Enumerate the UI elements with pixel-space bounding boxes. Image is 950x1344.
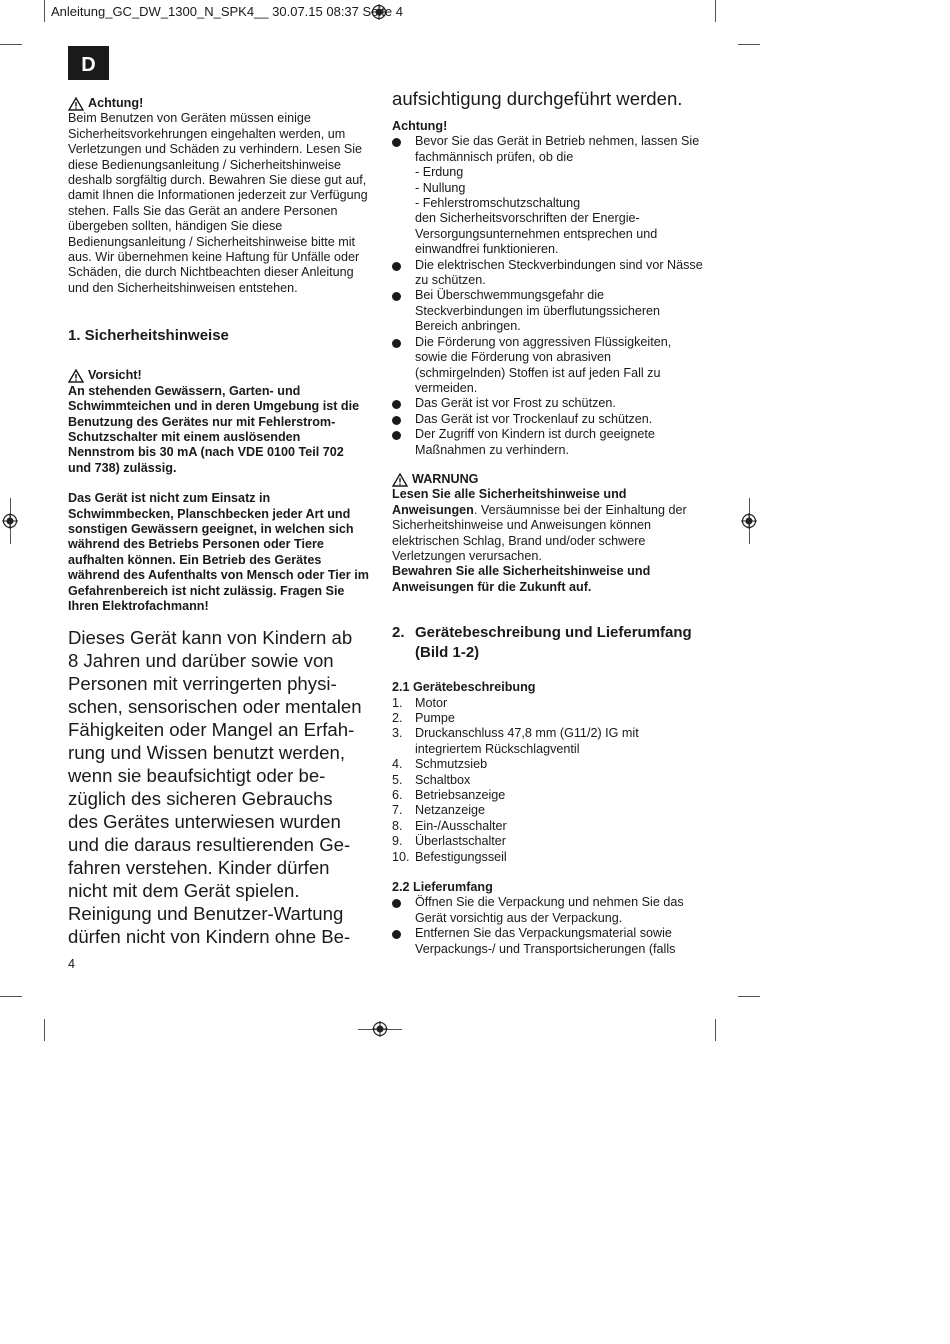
crop-mark — [738, 996, 760, 997]
children-line: wenn sie beaufsichtigt oder be- — [68, 765, 326, 787]
children-line: nicht mit dem Gerät spielen. — [68, 880, 300, 902]
children-line: und die daraus resultierenden Ge- — [68, 834, 351, 856]
parts-list — [392, 696, 704, 865]
list-item: Das Gerät ist vor Frost zu schützen. — [392, 396, 704, 411]
list-item: Öffnen Sie die Verpackung und nehmen Sie das Gerät vorsichtig aus der Verpackung. — [392, 895, 704, 926]
list-item: 9. Überlastschalter — [392, 834, 506, 849]
achtung-text: Beim Benutzen von Geräten müssen einige Sicherheitsvorkehrungen eingehalten werden, um Verletzungen und Schäden zu verhindern. Lesen Sie diese Bedienungsanleitung / Sicherheitshinweise deshalb sorgfältig durch. Bewahren Sie diese gut auf, damit Ihnen die Informationen jederzeit zur Verfügung stehen. Falls Sie das Gerät an andere Personen übergeben sollten, händigen Sie diese Bedienungsanleitung / Sicherheitshinweise bitte mit aus. Wir übernehmen keine Haftung für Unfälle oder Schäden, die durch Nichtbeachten dieser Anleitung und den Sicherheitshinweisen entstehen. — [68, 111, 368, 295]
left-column — [68, 96, 370, 948]
children-line: dürfen nicht von Kindern ohne Be- — [68, 926, 351, 948]
warnung-body: . Versäumnisse bei der Einhaltung der Sicherheitshinweise und Anweisungen können elektrischen Schlag, Brand und/oder schwere Verletzungen verursachen. — [392, 502, 687, 563]
achtung-title: Achtung! — [88, 96, 144, 110]
warning-triangle-icon — [68, 369, 84, 383]
list-item: 6. Betriebsanzeige — [392, 788, 506, 803]
bullet-text: den Sicherheitsvorschriften der Energie-Versorgungsunternehmen entsprechen und einwandfrei funktionieren. — [415, 211, 658, 257]
list-item: 3. Druckanschluss 47,8 mm (G11/2) IG mit integriertem Rückschlagventil — [392, 726, 639, 756]
list-item: 7. Netzanzeige — [392, 803, 486, 818]
page-number: 4 — [68, 957, 76, 971]
vorsicht-title: Vorsicht! — [88, 368, 142, 383]
list-item: 10. Befestigungsseil — [392, 849, 507, 864]
list-item: Die elektrischen Steckverbindungen sind vor Nässe zu schützen. — [392, 258, 704, 289]
crop-mark — [0, 44, 22, 45]
children-line: fahren verstehen. Kinder dürfen — [68, 857, 330, 879]
list-item — [392, 134, 704, 257]
children-line: Personen mit verringerten physi- — [68, 673, 337, 695]
crop-mark — [715, 0, 716, 22]
warnung-heading — [392, 472, 704, 487]
warnung-keep: Bewahren Sie alle Sicherheitshinweise und Anweisungen für die Zukunft auf. — [392, 564, 651, 594]
language-tab: D — [68, 46, 109, 80]
children-line: züglich des sicheren Gebrauchs — [68, 788, 333, 810]
section-2-title: Gerätebeschreibung und Lieferumfang (Bild 1-2) — [415, 624, 692, 662]
list-item: Die Förderung von aggressiven Flüssigkeiten, sowie die Förderung von abrasiven (schmirgelnden) Stoffen ist auf jeden Fall zu vermeiden. — [392, 335, 704, 397]
subsection-2-2: 2.2 Lieferumfang — [392, 880, 493, 895]
safety-bullets — [392, 134, 704, 458]
crop-mark — [44, 1019, 45, 1041]
list-item: Das Gerät ist vor Trockenlauf zu schützen. — [392, 412, 704, 427]
list-item: 4. Schmutzsieb — [392, 757, 488, 772]
warnung-bold-lead: Lesen Sie alle Sicherheitshinweise und Anweisungen — [392, 487, 627, 517]
achtung-heading — [68, 96, 370, 111]
children-line: Reinigung und Benutzer-Wartung — [68, 903, 344, 925]
crop-mark — [0, 996, 22, 997]
children-notice — [68, 626, 370, 948]
list-item: 8. Ein-/Ausschalter — [392, 818, 507, 833]
children-line: schen, sensorischen oder mentalen — [68, 696, 362, 718]
section-2-heading — [392, 623, 704, 663]
warnung-text — [392, 487, 704, 564]
registration-mark-icon — [741, 513, 757, 529]
warning-triangle-icon — [392, 473, 408, 487]
registration-mark-icon — [372, 1021, 388, 1037]
children-line: Dieses Gerät kann von Kindern ab — [68, 627, 353, 649]
dash-item: - Fehlerstromschutzschaltung — [415, 196, 581, 211]
vorsicht-text: An stehenden Gewässern, Garten- und Schwimmteichen und in deren Umgebung ist die Benutzung des Gerätes nur mit Fehlerstrom-Schutzschalter mit einem auslösenden Nennstrom bis 30 mA (nach VDE 0100 Teil 702 und 738) zulässig. — [68, 383, 360, 475]
pool-warning-text: Das Gerät ist nicht zum Einsatz in Schwimmbecken, Planschbecken jeder Art und sonstigen Gewässern geeignet, in welchen sich während des Betriebs Personen oder Tiere aufhalten können. Ein Betrieb des Gerätes während des Aufenthalts von Mensch oder Tier im Gefahrenbereich ist nicht zulässig. Fragen Sie Ihren Elektrofachmann! — [68, 491, 369, 613]
warnung-title: WARNUNG — [412, 471, 479, 486]
children-line: rung und Wissen benutzt werden, — [68, 742, 345, 764]
registration-mark-icon — [2, 513, 18, 529]
list-item: 2. Pumpe — [392, 711, 455, 725]
list-item: Der Zugriff von Kindern ist durch geeignete Maßnahmen zu verhindern. — [392, 427, 704, 458]
dash-item: - Erdung — [415, 165, 464, 180]
achtung-title-right: Achtung! — [392, 119, 448, 133]
subsection-2-1: 2.1 Gerätebeschreibung — [392, 680, 536, 695]
crop-mark — [715, 1019, 716, 1041]
list-item: Entfernen Sie das Verpackungsmaterial sowie Verpackungs-/ und Transportsicherungen (falls — [392, 926, 704, 957]
delivery-list — [392, 895, 704, 957]
section-1-heading: 1. Sicherheitshinweise — [68, 327, 229, 345]
children-notice-continued: aufsichtigung durchgeführt werden. — [392, 88, 683, 109]
vorsicht-heading — [68, 368, 370, 383]
list-item: 1. Motor — [392, 695, 448, 710]
section-2-number: 2. — [392, 624, 405, 642]
bullet-text: Bevor Sie das Gerät in Betrieb nehmen, lassen Sie fachmännisch prüfen, ob die — [415, 134, 700, 164]
dash-item: - Nullung — [415, 180, 466, 195]
crop-mark — [738, 44, 760, 45]
print-slug: Anleitung_GC_DW_1300_N_SPK4__ 30.07.15 08:37 Seite 4 — [51, 4, 403, 19]
crop-mark — [44, 0, 45, 22]
warning-triangle-icon — [68, 97, 84, 111]
right-column — [392, 87, 704, 957]
list-item: 5. Schaltbox — [392, 772, 471, 787]
children-line: Fähigkeiten oder Mangel an Erfah- — [68, 719, 355, 741]
children-line: des Gerätes unterwiesen wurden — [68, 811, 341, 833]
children-line: 8 Jahren und darüber sowie von — [68, 650, 334, 672]
list-item: Bei Überschwemmungsgefahr die Steckverbindungen im überflutungssicheren Bereich anbringen. — [392, 288, 704, 334]
